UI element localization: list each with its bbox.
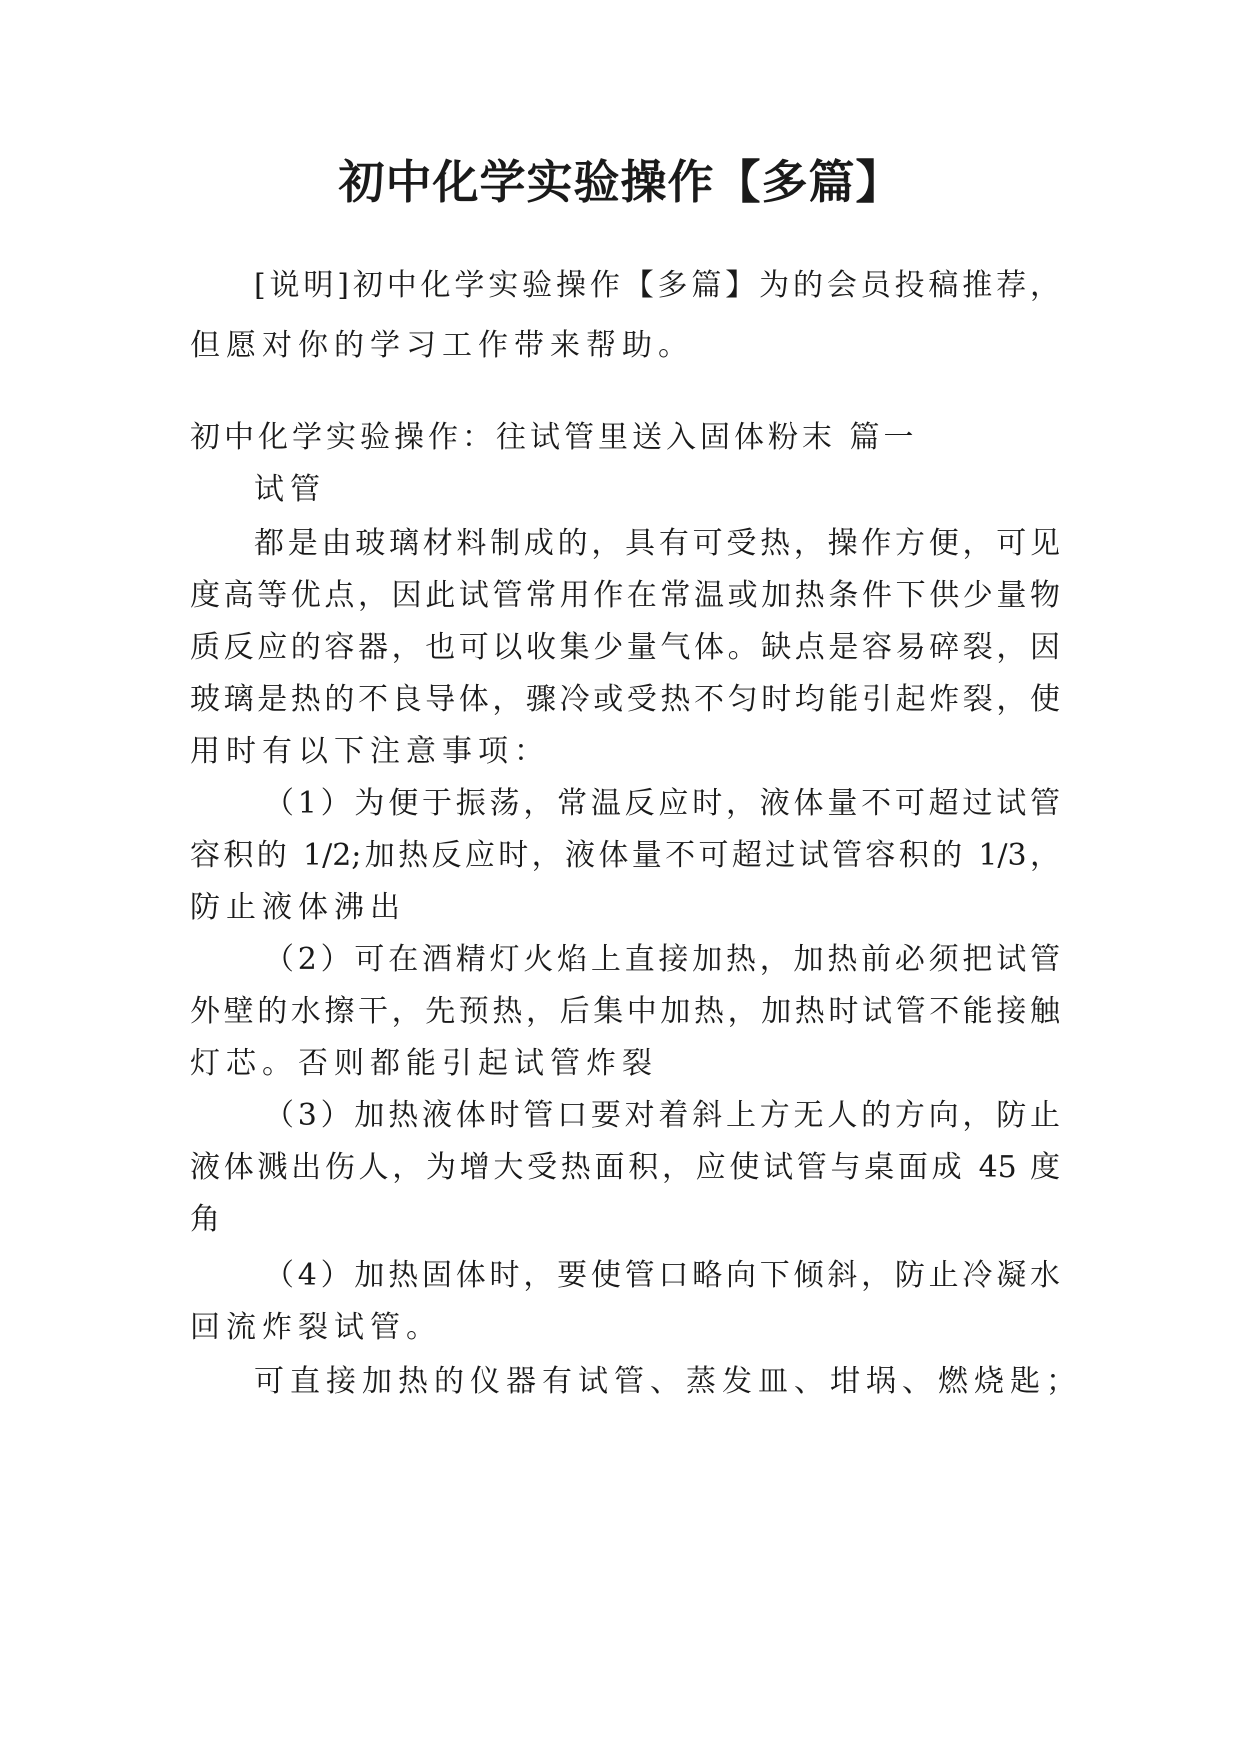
paragraph-line: 用时有以下注意事项： (190, 734, 550, 769)
paragraph-line: 可直接加热的仪器有试管、蒸发皿、坩埚、燃烧匙； (254, 1364, 1082, 1399)
note-item-2-line: 外壁的水擦干，先预热，后集中加热，加热时试管不能接触 (190, 994, 1060, 1029)
paragraph-line: 玻璃是热的不良导体，骤冷或受热不匀时均能引起炸裂，使 (190, 682, 1060, 717)
intro-line-1: [说明]初中化学实验操作【多篇】为的会员投稿推荐， (254, 268, 1060, 303)
intro-line-2: 但愿对你的学习工作带来帮助。 (190, 328, 694, 363)
subheading-test-tube: 试管 (254, 472, 326, 507)
paragraph-line: 质反应的容器，也可以收集少量气体。缺点是容易碎裂，因 (190, 630, 1060, 665)
note-item-3-line: （3）加热液体时管口要对着斜上方无人的方向，防止 (264, 1098, 1060, 1133)
note-item-4-line: （4）加热固体时，要使管口略向下倾斜，防止冷凝水 (264, 1258, 1060, 1293)
paragraph-line: 都是由玻璃材料制成的，具有可受热，操作方便，可见 (254, 526, 1060, 561)
document-title: 初中化学实验操作【多篇】 (338, 155, 903, 209)
note-item-2-line: （2）可在酒精灯火焰上直接加热，加热前必须把试管 (264, 942, 1060, 977)
note-item-3-line: 液体溅出伤人，为增大受热面积，应使试管与桌面成 45 度 (190, 1150, 1060, 1185)
note-item-1-line: 防止液体沸出 (190, 890, 406, 925)
note-item-1-line: 容积的 1/2;加热反应时，液体量不可超过试管容积的 1/3， (190, 838, 1060, 873)
note-item-2-line: 灯芯。否则都能引起试管炸裂 (190, 1046, 658, 1081)
section-heading: 初中化学实验操作：往试管里送入固体粉末 篇一 (190, 420, 918, 455)
note-item-3-line: 角 (190, 1202, 226, 1237)
note-item-4-line: 回流炸裂试管。 (190, 1310, 442, 1345)
paragraph-line: 度高等优点，因此试管常用作在常温或加热条件下供少量物 (190, 578, 1060, 613)
note-item-1-line: （1）为便于振荡，常温反应时，液体量不可超过试管 (264, 786, 1060, 821)
